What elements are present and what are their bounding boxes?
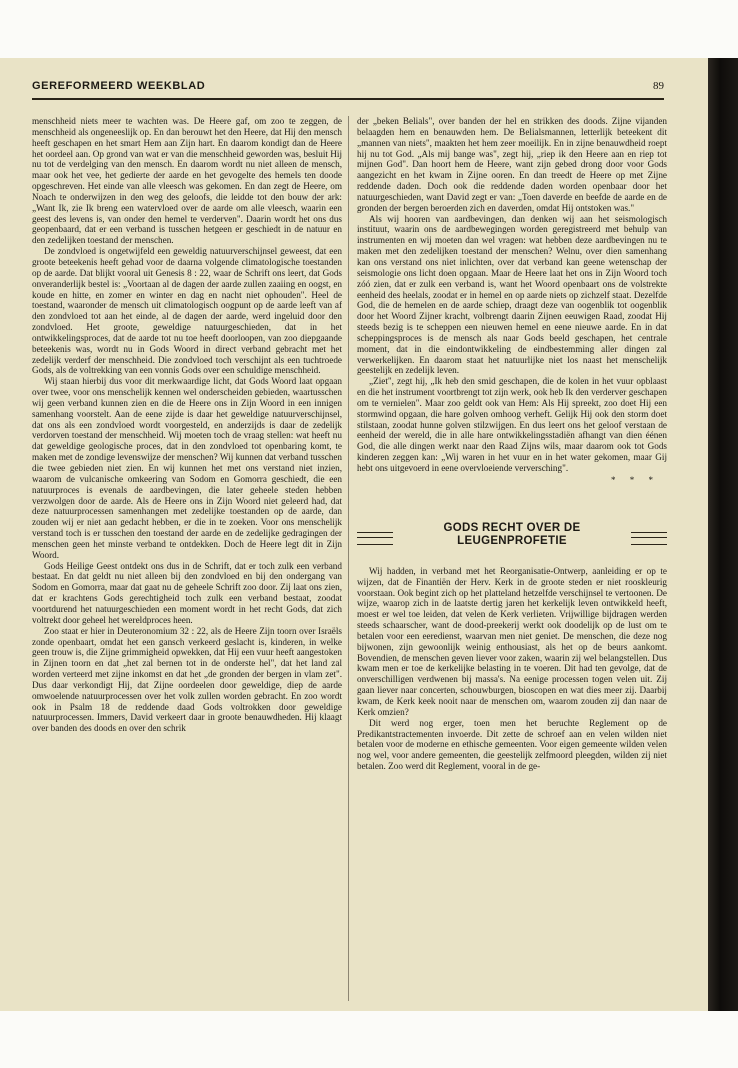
- right-column: [357, 116, 667, 1006]
- left-column: [32, 116, 342, 1006]
- paragraph: „Ziet", zegt hij, „Ik heb den smid geschapen, die de kolen in het vuur opblaast en die het instrument voortbrengt tot zijn werk, ook heb Ik den verderver geschapen om te vernielen". Maar zoo geldt ook van Hem: Als Hij spreekt, zoo doet Hij een stormwind opgaan, die hare golven omhoog verheft. Gelijk Hij ook den storm doet stilstaan, zoodat hunne golven stilzwijgen. En dus leert ons het geloof verstaan de eenheid der wereld, die in alle hare ontwikkelingsstadiën afhangt van dien éénen God, die alle dingen werkt naar den Raad Zijns wils, maar daarom ook tot Gods kinderen zeggen kan: „Wij waren in het vuur en in het water gekomen, maar Gij hebt ons uitgevoerd in eene overvloeiende verversching".: [357, 376, 667, 473]
- column-divider: [348, 116, 349, 1001]
- section-title-line-1: GODS RECHT OVER DE: [443, 521, 581, 534]
- page-number: 89: [653, 80, 664, 92]
- paragraph: Wij staan hierbij dus voor dit merkwaardige licht, dat Gods Woord laat opgaan over twee, voor ons menschelijk kennen wel onderscheiden gebieden, waartusschen wij geen verband kunnen zien en die de Heere ons in Zijn Woord in een innigen samenhang voorstelt. Aan de eene zijde is daar het geweldige natuurverschijnsel, dat ons als een zondvloed wordt voorgesteld, en anderzijds is daar de zedelijk verdorven toestand der menschheid. Wij moeten toch de vraag stellen: wat heeft nu dat geweldige geologische proces, dat in den zondvloed tot openbaring komt, te maken met de zondige levenswijze der menschen? Wij kunnen dat verband tusschen die twee gebieden niet zien. En wij kunnen het met ons verstand niet inzien, waarom de vulcanische omkeering van Sodom en Gomorra geschiedt, die een natuurproces is evenals de aardbevingen, die later geheele steden hebben verzwolgen door de aarde. Als de Heere ons in Zijn Woord niet geleerd had, dat deze natuurprocessen samenhangen met zedelijke toestanden op de aarde, dan zouden wij er niet aan gedacht hebben, er die in te zoeken. Voor ons menschelijk verstand toch is er tusschen den toestand der aarde en de zedelijke gedragingen der menschen geen het minste verband te ontdekken. Doch de Heere legt dit in Zijn Woord.: [32, 376, 342, 560]
- section-title-line-2: LEUGENPROFETIE: [457, 534, 567, 547]
- paragraph: menschheid niets meer te wachten was. De Heere gaf, om zoo te zeggen, de menschheid als ongeneeslijk op. En dan berouwt het den Heere, dat Hij den mensch heeft geschapen en het smart Hem aan Zijn hart. En daarom kondigt dan de Heere het oordeel aan. Op grond van wat er van die menschheid geworden was, besluit Hij nu tot de verdelging van den mensch. En daarom wordt nu niet alleen de mensch, maar ook het vee, het gedierte der aarde en het gevogelte des hemels ten doode opgeschreven. Het einde van alle vleesch was gekomen. En dan zegt de Heere, om Noach te onderwijzen in den weg des geloofs, die leidde tot den bouw der ark: „Want Ik, zie Ik breng een watervloed over de aarde om alle vleesch, waarin een geest des levens is, van onder den hemel te verderven". Daarin wordt het ons dus geopenbaard, dat er een verband is tusschen hetgeen er geschiedt in de natuur en den zedelijken toestand der menschen.: [32, 116, 342, 246]
- paragraph: der „beken Belials", over banden der hel en strikken des doods. Zijne vijanden belaagden hem en benauwden hem. De Belialsmannen, letterlijk beteekent dit „mannen van niets", maakten het hem zeer moeilijk. En in zijne benauwdheid roept hij nu tot God. „Als mij bange was", zegt hij, „riep ik den Heere aan en riep tot mijnen God". Dan hoort hem de Heere, want zijn gebed drong door voor Gods aangezicht en het kwam in Zijne ooren. En dan treedt de Heere op met Zijne reddende daden. Doch ook die reddende daden worden openbaar door het natuurgeschieden, want David zegt er van: „Toen daverde en beefde de aarde en de gronden der bergen beroerden zich en daverden, omdat Hij ontstoken was.": [357, 116, 667, 213]
- heading-rule-left: [357, 532, 393, 545]
- paragraph: Wij hadden, in verband met het Reorganisatie-Ontwerp, aanleiding er op te wijzen, dat de Finantiën der Herv. Kerk in de groote steden er niet rooskleurig voorstaan. Ook begint zich op het platteland hetzelfde verschijnsel te vertoonen. De wijze, waarop zich in de laatste dertig jaren het kerkelijk leven ontwikkeld heeft, moest er wel toe leiden, dat velen de Kerk verlieten. Vrijwillige bijdragen werden steeds schaarscher, want de dood-preekerij werkt ook doodelijk op de lust om te betalen voor een eeredienst, waarvan men niet geniet. De menschen, die deze nog bijwonen, zijn gewoonlijk weinig enthousiast, als het op de beurs aankomt. Bovendien, de menschen geven liever voor zaken, waarin zij wel belangstellen. Dus kwam men er toe de kerkelijke belasting in te voeren. Dit had ten gevolge, dat de onverschilligen verdwenen bij massa's. Na eenige processen togen velen uit. Zij gaan liever naar concerten, schouwburgen, bioscopen en wat dies meer zij. Daarbij kwam, de Kerk keek nooit naar de menschen om, waarom zouden zij dan naar de Kerk omzien?: [357, 565, 667, 717]
- paragraph: Dit werd nog erger, toen men het beruchte Reglement op de Predikantstractementen invoerde. Dit zette de schroef aan en velen wilden niet betalen voor de moderne en ethische gemeenten. Voor eigen gemeente wilden velen nog wel, voor andere gemeenten, die geestelijk zelfmoord pleegden, wilden zij niet betalen. Zoo werd dit Reglement, vooral in de ge-: [357, 717, 667, 772]
- heading-rule-right: [631, 532, 667, 545]
- paragraph: Zoo staat er hier in Deuteronomium 32 : 22, als de Heere Zijn toorn over Israëls zonde openbaart, omdat het een gansch verkeerd geslacht is, kinderen, in welke geen trouw is, die Zijne grimmigheid opwekken, dat Hij een vuur heeft aangestoken in Zijnen toorn en dat „het zal bernen tot in de onderste hel", dat het land zal worden verteerd met zijne inkomst en dat het „de gronden der bergen in vlam zet". Dus daar verkondigt Hij, dat Zijne oordeelen door geweldige, diep de aarde omwoelende natuurprocessen over het volk zullen worden gebracht. En zoo wordt ook in Psalm 18 de reddende daad Gods voltrokken door geweldige natuurprocessen. Immers, David verkeert daar in groote benauwdheden. Hij klaagt over banden des doods en over den schrik: [32, 625, 342, 734]
- paragraph: Gods Heilige Geest ontdekt ons dus in de Schrift, dat er toch zulk een verband bestaat. En dat geldt nu niet alleen bij den zondvloed en bij den ondergang van Sodom en Gomorra, maar dat gaat nu de geheele Schrift zoo door. Zij laat ons zien, dat er krachtens Gods gerechtigheid toch zulk een verband bestaat, zoodat voortdurend het natuurgeschieden een moment wordt in het recht Gods, dat zich voltrekt door geheel het wereldproces heen.: [32, 560, 342, 625]
- section-break-stars: * * *: [611, 474, 659, 485]
- book-binding-edge: [708, 58, 738, 1011]
- journal-title: GEREFORMEERD WEEKBLAD: [32, 80, 206, 92]
- scan-margin-bottom: [0, 1011, 738, 1068]
- paragraph: Als wij hooren van aardbevingen, dan denken wij aan het seismologisch instituut, waarin ons de aardbewegingen worden geregistreerd met behulp van instrumenten en wij moeten dan wel vragen: wat hebben deze aardbevingen nu te maken met den zedelijken toestand der menschen? Welnu, over dien samenhang kan ons verstand ons niet inlichten, over dat verband kan geene wetenschap der seismologie ons licht doen opgaan. Maar de Heere laat het ons in Zijn Woord toch zóó zien, dat er zulk een verband is, want het Woord openbaart ons de volstrekte eenheid des heelals, zoodat er in hemel en op aarde niets op zichzelf staat. Dezelfde God, die de hemelen en de aarde schiep, draagt deze van oogenblik tot oogenblik door het Woord Zijner kracht, volbrengt daarin Zijnen eeuwigen Raad, zoodat Hij steeds bezig is te scheppen een nieuwen hemel en eene nieuwe aarde. En in dat scheppingsproces is de mensch als naar Gods beeld geschapen, het centrale moment, dat in die eindontwikkeling de eindbestemming aller dingen zal verwerkelijken. En daarom staat het natuurlijke niet los naast het menschelijk geestelijk en zedelijk leven.: [357, 213, 667, 376]
- scan-margin-top: [0, 0, 738, 58]
- page-header: [32, 80, 664, 100]
- section-heading: [357, 522, 667, 556]
- magazine-page: [0, 58, 708, 1011]
- paragraph: De zondvloed is ongetwijfeld een geweldig natuurverschijnsel geweest, dat een groote beteekenis heeft gehad voor de daarna volgende climatologische toestanden op de aarde. Dat blijkt vooral uit Genesis 8 : 22, waar de Schrift ons leert, dat Gods onveranderlijk bestel is: „Voortaan al de dagen der aarde zullen zaaiing en oogst, en koude en hitte, en zomer en winter en dag en nacht niet ophouden". Heel de toestand, waaronder de mensch uit climatologisch oogpunt op de aarde leeft van af den zondvloed tot aan het einde, al de dagen der aarde, werd ingeluid door den zondvloed. Het groote, geweldige natuurgeschieden, dat in het ontwikkelingsproces, dat de aarde tot nu toe heeft doorloopen, van zoo diepgaande beteekenis was, wordt nu in Gods Woord in direct verband gebracht met het zedelijk verderf der menschheid. Die zondvloed toch verschijnt als een tuchtroede Gods, als de voltrekking van een vonnis Gods over een schuldige menschheid.: [32, 246, 342, 376]
